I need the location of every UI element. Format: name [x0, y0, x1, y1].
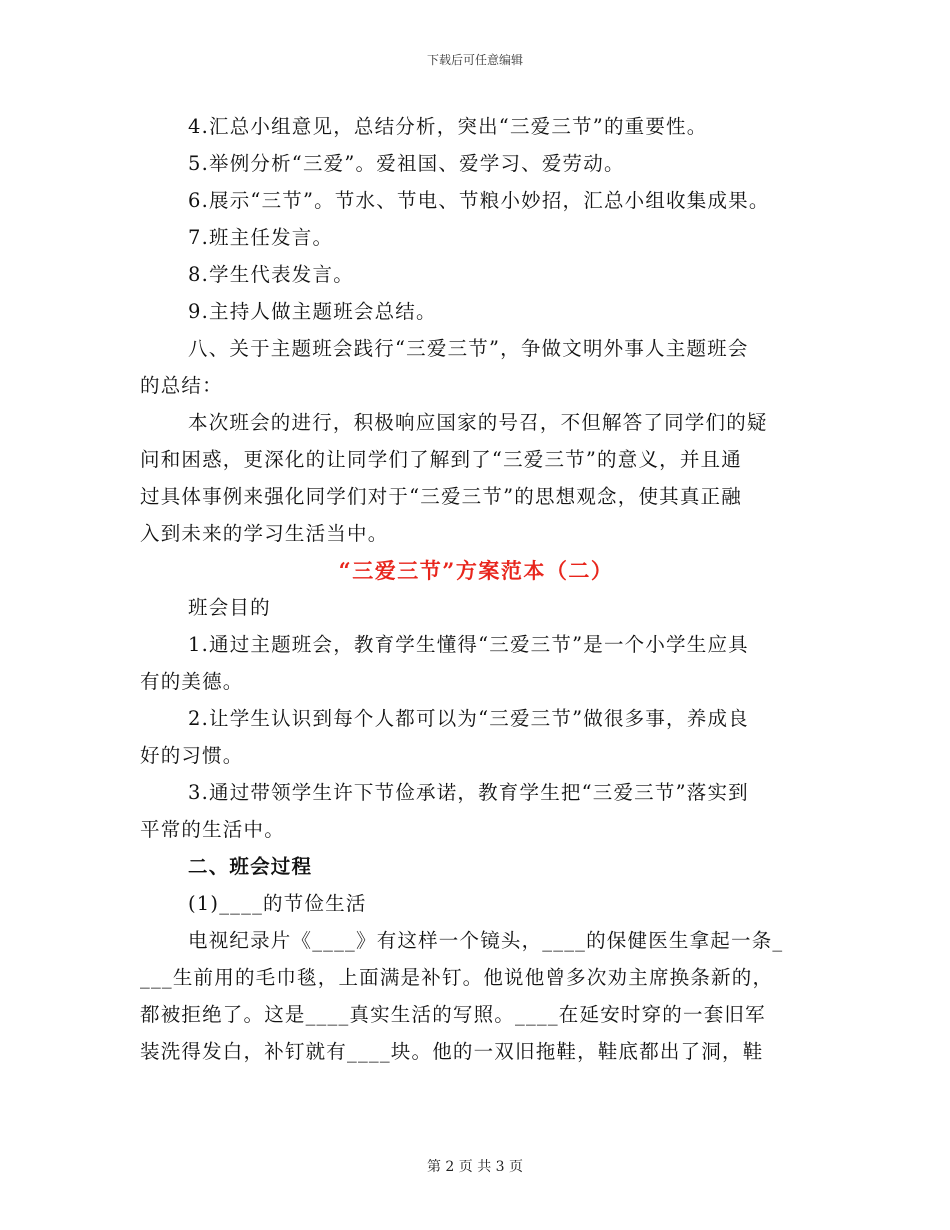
text-line: 8.学生代表发言。 — [188, 263, 354, 286]
text-line: 9.主持人做主题班会总结。 — [188, 300, 437, 323]
text-line: 过具体事例来强化同学们对于“三爱三节”的思想观念，使其真正融 — [140, 485, 742, 508]
text-line: 平常的生活中。 — [140, 818, 285, 841]
section-heading: 二、班会过程 — [188, 855, 313, 878]
page-footer: 第 2 页 共 3 页 — [426, 1159, 524, 1175]
text-line: 4.汇总小组意见，总结分析，突出“三爱三节”的重要性。 — [188, 115, 708, 138]
text-line: 5.举例分析“三爱”。爱祖国、爱学习、爱劳动。 — [188, 152, 625, 175]
text-line: 本次班会的进行，积极响应国家的号召，不但解答了同学们的疑 — [188, 411, 768, 434]
text-line: (1)____的节俭生活 — [188, 892, 367, 915]
text-line: 7.班主任发言。 — [188, 226, 334, 249]
text-line: 好的习惯。 — [140, 744, 244, 767]
document-body — [140, 108, 812, 1070]
text-line: 都被拒绝了。这是____真实生活的写照。____在延安时穿的一套旧军 — [140, 1003, 766, 1026]
text-line: 问和困惑，更深化的让同学们了解到了“三爱三节”的意义，并且通 — [140, 448, 742, 471]
text-line: 3.通过带领学生许下节俭承诺，教育学生把“三爱三节”落实到 — [188, 781, 749, 804]
text-line: 电视纪录片《____》有这样一个镜头，____的保健医生拿起一条_ — [188, 929, 784, 952]
section-title: “三爱三节”方案范本（二） — [338, 558, 614, 583]
text-line: 班会目的 — [188, 596, 271, 619]
text-line: ___生前用的毛巾毯，上面满是补钉。他说他曾多次劝主席换条新的， — [140, 966, 774, 989]
text-line: 2.让学生认识到每个人都可以为“三爱三节”做很多事，养成良 — [188, 707, 749, 730]
page-header: 下载后可任意编辑 — [426, 53, 523, 67]
text-line: 入到未来的学习生活当中。 — [140, 522, 389, 545]
text-line: 6.展示“三节”。节水、节电、节粮小妙招，汇总小组收集成果。 — [188, 189, 770, 212]
text-line: 的总结： — [140, 374, 223, 397]
text-line: 有的美德。 — [140, 670, 244, 693]
text-line: 装洗得发白，补钉就有____块。他的一双旧拖鞋，鞋底都出了洞，鞋 — [140, 1040, 764, 1063]
text-line: 八、关于主题班会践行“三爱三节”，争做文明外事人主题班会 — [188, 337, 749, 360]
text-line: 1.通过主题班会，教育学生懂得“三爱三节”是一个小学生应具 — [188, 633, 749, 656]
